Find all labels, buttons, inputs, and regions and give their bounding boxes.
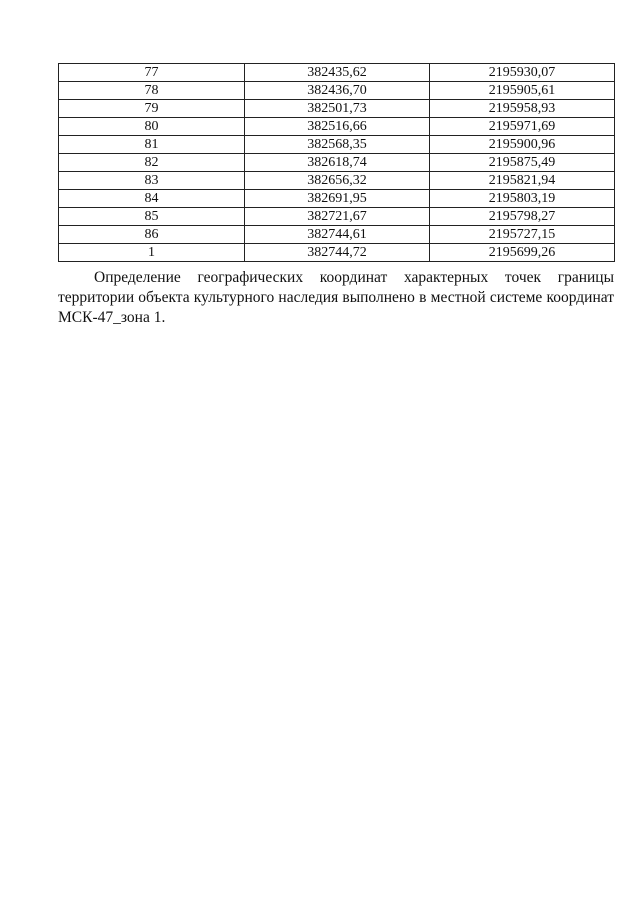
point-number-cell: 86 (59, 226, 245, 244)
x-coordinate-cell: 382435,62 (245, 64, 430, 82)
point-number-cell: 85 (59, 208, 245, 226)
y-coordinate-cell: 2195875,49 (430, 154, 615, 172)
x-coordinate-cell: 382618,74 (245, 154, 430, 172)
y-coordinate-cell: 2195900,96 (430, 136, 615, 154)
y-coordinate-cell: 2195727,15 (430, 226, 615, 244)
point-number-cell: 77 (59, 64, 245, 82)
y-coordinate-cell: 2195971,69 (430, 118, 615, 136)
x-coordinate-cell: 382501,73 (245, 100, 430, 118)
table-row (59, 190, 615, 208)
table-row (59, 64, 615, 82)
table-row (59, 118, 615, 136)
point-number-cell: 83 (59, 172, 245, 190)
y-coordinate-cell: 2195798,27 (430, 208, 615, 226)
point-number-cell: 1 (59, 244, 245, 262)
y-coordinate-cell: 2195930,07 (430, 64, 615, 82)
x-coordinate-cell: 382568,35 (245, 136, 430, 154)
x-coordinate-cell: 382656,32 (245, 172, 430, 190)
table-row (59, 172, 615, 190)
table-row (59, 154, 615, 172)
table-row (59, 136, 615, 154)
y-coordinate-cell: 2195821,94 (430, 172, 615, 190)
point-number-cell: 84 (59, 190, 245, 208)
y-coordinate-cell: 2195958,93 (430, 100, 615, 118)
table-row (59, 100, 615, 118)
table-row (59, 244, 615, 262)
point-number-cell: 79 (59, 100, 245, 118)
x-coordinate-cell: 382744,61 (245, 226, 430, 244)
point-number-cell: 78 (59, 82, 245, 100)
x-coordinate-cell: 382691,95 (245, 190, 430, 208)
x-coordinate-cell: 382436,70 (245, 82, 430, 100)
y-coordinate-cell: 2195803,19 (430, 190, 615, 208)
point-number-cell: 81 (59, 136, 245, 154)
x-coordinate-cell: 382721,67 (245, 208, 430, 226)
coordinates-table (58, 63, 615, 262)
x-coordinate-cell: 382744,72 (245, 244, 430, 262)
y-coordinate-cell: 2195905,61 (430, 82, 615, 100)
y-coordinate-cell: 2195699,26 (430, 244, 615, 262)
point-number-cell: 80 (59, 118, 245, 136)
point-number-cell: 82 (59, 154, 245, 172)
coordinate-system-note: Определение географических координат характерных точек границы территории объекта культурного наследия выполнено в местной системе координат МСК-47_зона 1. (58, 269, 614, 326)
x-coordinate-cell: 382516,66 (245, 118, 430, 136)
table-row (59, 208, 615, 226)
table-row (59, 82, 615, 100)
coordinates-table-body (59, 64, 615, 262)
table-row (59, 226, 615, 244)
